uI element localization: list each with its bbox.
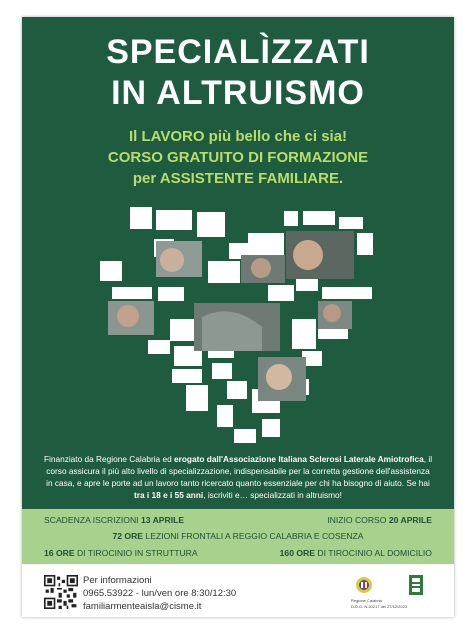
info-row-dates [22,513,454,527]
phone-text[interactable]: 0965.53922 - lun/ven ore 8:30/12:30 [83,588,237,599]
description-bold-2: tra i 18 e i 55 anni [134,490,204,500]
regione-calabria-logo [356,577,372,593]
start-label: INIZIO CORSO [327,515,389,525]
logo1-caption: Regione Calabria [351,598,382,603]
deadline-label: SCADENZA ISCRIZIONI [44,515,141,525]
home-hours-info [280,546,432,560]
subtitle-line-1: Il LAVORO più bello che ci sia! [128,128,348,145]
description [42,453,434,501]
home-hours-value: 160 ORE [279,548,315,558]
logo2-caption: D.D.G. N.20217 del 27/12/2023 [351,604,408,609]
title-line-2: IN ALTRUISMO [111,74,365,112]
subtitle-line-3: per ASSISTENTE FAMILIARE. [132,170,344,187]
frontal-hours-value: 72 ORE [112,531,144,541]
title-line-1: SPECIALÌZZATI [106,33,370,71]
description-text-2: , il corso assicura il più alto livello di specializzazione, indispensabile per la corretta gestione dell'assistenza in casa, e apre le porte ad un lavoro tanto ricercato quanto essenziale per chi ha bisogno di aiuto. Se hai [46,454,433,488]
info-row-frontal [22,529,454,543]
green-panel [22,17,454,520]
description-text-1: Finanziato da Regione Calabria ed [43,454,175,464]
email-link[interactable]: familiarmenteaisla@cisme.it [83,601,202,612]
structure-hours-info [44,546,198,560]
home-hours-label: DI TIROCINIO AL DOMICILIO [315,548,432,558]
aisla-logo [409,575,423,595]
description-text-3: , iscriviti e… specializzati in altruismo! [203,490,342,500]
structure-hours-value: 16 ORE [44,548,75,558]
poster [22,17,454,617]
start-info [327,513,432,527]
structure-hours-label: DI TIROCINIO IN STRUTTURA [74,548,198,558]
subtitle-line-2: CORSO GRATUITO DI FORMAZIONE [107,149,369,166]
heart-photo-mosaic [22,17,454,520]
qr-code-icon[interactable] [44,575,78,609]
course-info-bar [22,509,454,564]
deadline-info [44,513,184,527]
description-bold-1: erogato dall'Associazione Italiana Sclerosi Laterale Amiotrofica [174,454,424,464]
start-value: 20 APRILE [388,515,432,525]
contact-info [83,574,236,613]
info-label: Per informazioni [83,575,152,586]
partner-logos [349,573,439,613]
footer [22,564,454,617]
frontal-hours-info [22,529,454,543]
info-row-internship [22,546,454,560]
deadline-value: 13 APRILE [140,515,185,525]
frontal-hours-label: LEZIONI FRONTALI A REGGIO CALABRIA E COSENZA [143,531,364,541]
